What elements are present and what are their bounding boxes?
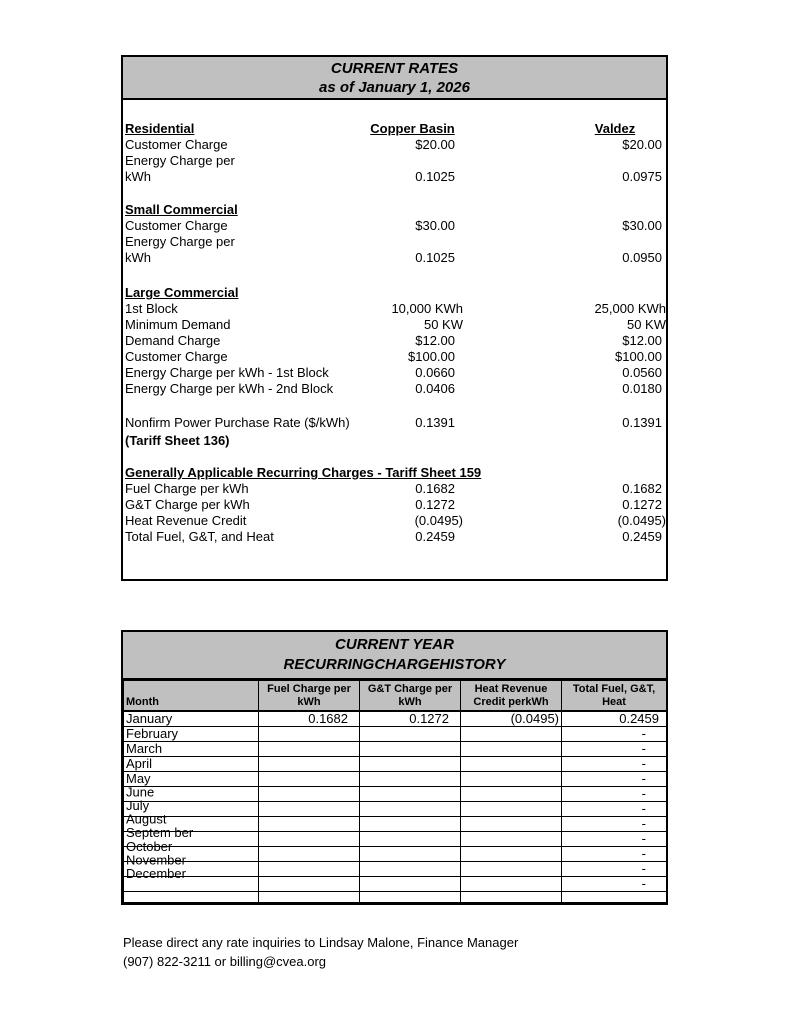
- history-row: [124, 862, 667, 877]
- history-header-fuel-charge: Fuel Charge per kWh: [259, 681, 360, 712]
- rate-row: [125, 218, 664, 234]
- history-fuel-cell: [259, 862, 360, 877]
- history-month-label: June: [126, 784, 155, 800]
- history-month-cell: [124, 727, 259, 742]
- history-month-label: December: [126, 865, 186, 881]
- history-total-cell: -: [562, 757, 667, 772]
- rate-row: [125, 234, 664, 266]
- recurring-charge-history-table: [121, 630, 668, 905]
- history-row: [124, 877, 667, 892]
- rate-label: Customer Charge: [125, 137, 228, 152]
- history-heat-cell: [461, 727, 562, 742]
- history-row: [124, 847, 667, 862]
- rate-value-copper-basin: $20.00: [415, 137, 455, 152]
- rate-row: [125, 497, 664, 513]
- history-gt-cell: [360, 757, 461, 772]
- rate-row: [125, 481, 664, 497]
- rate-section-label: Generally Applicable Recurring Charges - Tariff Sheet 159: [125, 465, 482, 480]
- history-total-cell: 0.2459: [562, 711, 667, 727]
- history-header-row: [124, 681, 667, 712]
- rate-row: [125, 513, 664, 529]
- rate-label: Total Fuel, G&T, and Heat: [125, 529, 274, 544]
- rate-row: [125, 529, 664, 545]
- rate-value-valdez: 0.0950: [622, 250, 662, 265]
- history-gt-cell: [360, 832, 461, 847]
- rate-note-label: (Tariff Sheet 136): [125, 433, 230, 448]
- history-month-cell: [124, 865, 259, 892]
- history-month-label: November: [126, 852, 186, 868]
- rate-label: Demand Charge: [125, 333, 221, 348]
- rate-value-copper-basin: 0.1025: [415, 169, 455, 184]
- rate-value-copper-basin: 0.1391: [415, 415, 455, 430]
- history-month-label: February: [126, 726, 179, 741]
- rate-value-copper-basin: $12.00: [415, 333, 455, 348]
- history-total-cell: [562, 892, 667, 903]
- rate-label: Customer Charge: [125, 218, 228, 233]
- history-row: [124, 802, 667, 817]
- rate-value-valdez: 25,000 KWh: [594, 301, 666, 316]
- history-fuel-cell: [259, 787, 360, 802]
- history-gt-cell: [360, 742, 461, 757]
- rate-row: [125, 415, 664, 431]
- history-gt-cell: 0.1272: [360, 711, 461, 727]
- rate-value-copper-basin: $100.00: [408, 349, 455, 364]
- current-rates-title-line1: CURRENT RATES: [330, 60, 459, 77]
- history-fuel-cell: [259, 817, 360, 832]
- history-heat-cell: [461, 802, 562, 817]
- history-month-cell: [124, 757, 259, 772]
- history-row: [124, 832, 667, 847]
- history-total-cell: -: [562, 802, 667, 817]
- history-row: [124, 892, 667, 903]
- rate-label: G&T Charge per kWh: [125, 497, 250, 512]
- rate-label: Heat Revenue Credit: [125, 513, 247, 528]
- history-month-label: October: [126, 838, 173, 854]
- history-row: [124, 711, 667, 727]
- rate-section-row: [125, 465, 664, 481]
- rate-row: [125, 333, 664, 349]
- rate-row: [125, 317, 664, 333]
- spacer: [125, 397, 664, 415]
- history-gt-cell: [360, 787, 461, 802]
- history-total-cell: -: [562, 742, 667, 757]
- rate-value-copper-basin: 0.1682: [415, 481, 455, 496]
- history-fuel-cell: [259, 832, 360, 847]
- history-fuel-cell: [259, 802, 360, 817]
- history-month-label: August: [126, 811, 167, 827]
- history-row: [124, 727, 667, 742]
- rate-value-valdez: 0.0975: [622, 169, 662, 184]
- rate-value-valdez: $12.00: [622, 333, 662, 348]
- rate-value-copper-basin: 0.1025: [415, 250, 455, 265]
- rate-value-valdez: 50 KW: [626, 317, 666, 332]
- history-row: [124, 817, 667, 832]
- history-month-label: July: [126, 798, 150, 814]
- contact-footer-line1: Please direct any rate inquiries to Lindsay Malone, Finance Manager: [123, 935, 519, 950]
- rate-value-valdez: 0.0560: [622, 365, 662, 380]
- rate-label: Customer Charge: [125, 349, 228, 364]
- rate-section-label: Large Commercial: [125, 285, 239, 300]
- history-row: [124, 787, 667, 802]
- rate-label: Energy Charge per kWh: [125, 234, 235, 265]
- history-total-cell: -: [562, 772, 667, 787]
- rate-section-label: Small Commercial: [125, 202, 238, 217]
- history-gt-cell: [360, 877, 461, 892]
- history-heat-cell: [461, 877, 562, 892]
- history-fuel-cell: [259, 877, 360, 892]
- history-month-label: January: [126, 711, 173, 726]
- history-header-heat-credit: Heat Revenue Credit perkWh: [461, 681, 562, 712]
- rate-section-label: Residential: [125, 121, 195, 136]
- history-month-cell: [124, 711, 259, 727]
- history-fuel-cell: [259, 727, 360, 742]
- history-gt-cell: [360, 847, 461, 862]
- history-fuel-cell: [259, 892, 360, 903]
- history-month-label: Septem ber: [126, 825, 194, 841]
- rate-row: [125, 301, 664, 317]
- history-title-line1: CURRENT YEAR: [335, 636, 454, 653]
- rate-row: [125, 349, 664, 365]
- history-gt-cell: [360, 817, 461, 832]
- history-fuel-cell: 0.1682: [259, 711, 360, 727]
- history-heat-cell: [461, 772, 562, 787]
- contact-footer: [123, 934, 518, 971]
- history-header-total: Total Fuel, G&T, Heat: [562, 681, 667, 712]
- history-row: [124, 772, 667, 787]
- rate-value-valdez: 0.0180: [622, 381, 662, 396]
- rate-label: 1st Block: [125, 301, 178, 316]
- rate-value-valdez: 0.2459: [622, 529, 662, 544]
- rate-value-copper-basin: 10,000 KWh: [391, 301, 463, 316]
- spacer: [125, 185, 664, 202]
- current-rates-body: [123, 100, 666, 579]
- rate-value-valdez: $30.00: [622, 218, 662, 233]
- history-month-label: March: [126, 741, 163, 756]
- rate-value-valdez: 0.1682: [622, 481, 662, 496]
- history-total-cell: -: [562, 847, 667, 862]
- spacer: [125, 449, 664, 465]
- history-month-label: April: [126, 756, 153, 771]
- current-rates-title: [123, 57, 666, 100]
- history-month-label: May: [126, 771, 151, 786]
- history-heat-cell: [461, 847, 562, 862]
- history-heat-cell: (0.0495): [461, 711, 562, 727]
- valdez-column-header: Valdez: [594, 121, 636, 136]
- history-header-month: Month: [124, 681, 259, 712]
- copper-basin-column-header: Copper Basin: [370, 121, 455, 136]
- rate-value-valdez: $20.00: [622, 137, 662, 152]
- spacer: [125, 266, 664, 285]
- rate-label: Fuel Charge per kWh: [125, 481, 249, 496]
- history-heat-cell: [461, 892, 562, 903]
- history-fuel-cell: [259, 742, 360, 757]
- rate-label: Energy Charge per kWh - 1st Block: [125, 365, 329, 380]
- history-fuel-cell: [259, 772, 360, 787]
- history-total-cell: -: [562, 862, 667, 877]
- history-gt-cell: [360, 727, 461, 742]
- history-total-cell: -: [562, 832, 667, 847]
- rate-value-copper-basin: 50 KW: [423, 317, 463, 332]
- history-header-gt-charge: G&T Charge per kWh: [360, 681, 461, 712]
- history-row: [124, 757, 667, 772]
- rate-value-copper-basin: 0.1272: [415, 497, 455, 512]
- rate-label: Energy Charge per kWh: [125, 153, 235, 184]
- rate-value-copper-basin: 0.0660: [415, 365, 455, 380]
- rate-value-valdez: (0.0495): [617, 513, 666, 528]
- rate-value-valdez: $100.00: [615, 349, 662, 364]
- history-heat-cell: [461, 817, 562, 832]
- rate-section-row: [125, 285, 664, 301]
- rate-value-copper-basin: 0.2459: [415, 529, 455, 544]
- rate-row: [125, 153, 664, 185]
- history-title-line2: RECURRINGCHARGEHISTORY: [283, 656, 506, 673]
- history-month-cell: [124, 892, 259, 903]
- history-grid: [123, 680, 667, 903]
- history-heat-cell: [461, 862, 562, 877]
- rate-note-row: [125, 433, 664, 449]
- rate-row: [125, 137, 664, 153]
- history-total-cell: -: [562, 787, 667, 802]
- history-heat-cell: [461, 787, 562, 802]
- history-heat-cell: [461, 757, 562, 772]
- rate-row: [125, 365, 664, 381]
- history-total-cell: -: [562, 817, 667, 832]
- history-title: [123, 632, 666, 680]
- rate-row: [125, 381, 664, 397]
- rate-value-valdez: 0.1272: [622, 497, 662, 512]
- rate-column-header-row: [125, 121, 664, 137]
- rate-section-row: [125, 202, 664, 218]
- rate-label: Nonfirm Power Purchase Rate ($/kWh): [125, 415, 350, 430]
- history-heat-cell: [461, 832, 562, 847]
- history-gt-cell: [360, 862, 461, 877]
- history-heat-cell: [461, 742, 562, 757]
- history-fuel-cell: [259, 757, 360, 772]
- history-gt-cell: [360, 892, 461, 903]
- rate-label: Minimum Demand: [125, 317, 231, 332]
- rate-value-copper-basin: 0.0406: [415, 381, 455, 396]
- history-total-cell: -: [562, 727, 667, 742]
- contact-footer-line2: (907) 822-3211 or billing@cvea.org: [123, 953, 327, 969]
- history-row: [124, 742, 667, 757]
- rate-value-copper-basin: $30.00: [415, 218, 455, 233]
- history-fuel-cell: [259, 847, 360, 862]
- rate-label: Energy Charge per kWh - 2nd Block: [125, 381, 334, 396]
- current-rates-title-line2: as of January 1, 2026: [319, 79, 470, 96]
- rate-value-copper-basin: (0.0495): [414, 513, 463, 528]
- history-gt-cell: [360, 802, 461, 817]
- history-month-cell: [124, 742, 259, 757]
- history-gt-cell: [360, 772, 461, 787]
- current-rates-table: [121, 55, 668, 581]
- history-total-cell: -: [562, 877, 667, 892]
- rate-value-valdez: 0.1391: [622, 415, 662, 430]
